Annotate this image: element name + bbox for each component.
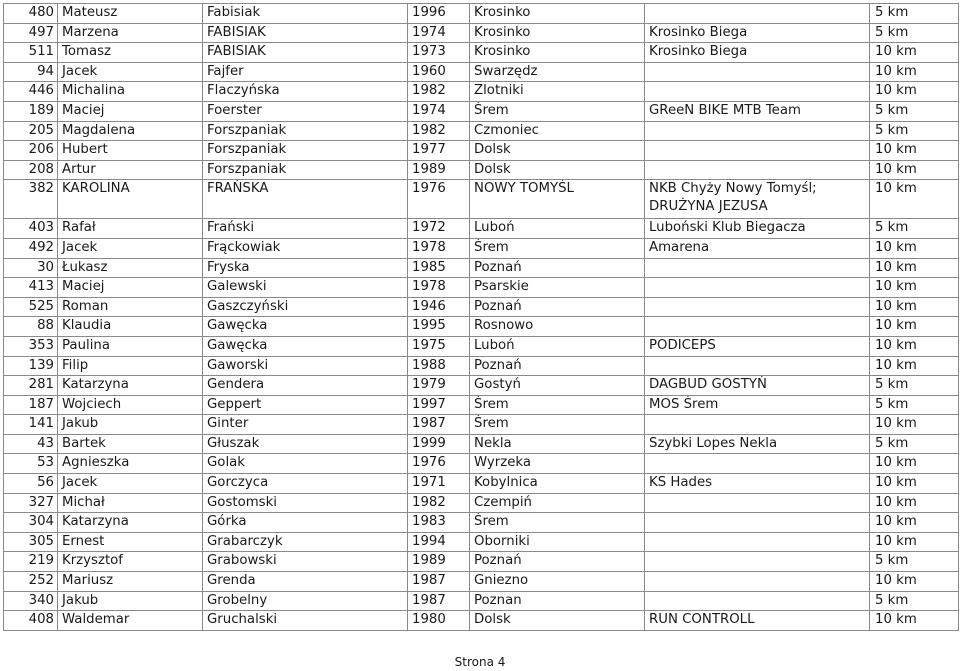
birth-year-cell: 1982 [408,493,470,513]
distance-cell: 5 km [870,4,959,24]
birth-year-cell: 1994 [408,532,470,552]
page-footer: Strona 4 [454,655,506,669]
city-cell: Śrem [470,395,645,415]
table-row [4,572,959,592]
first-name-cell: Michał [58,493,203,513]
start-number-cell: 189 [4,101,58,121]
table-row [4,395,959,415]
last-name-cell: Głuszak [203,434,408,454]
city-cell: Zlotniki [470,82,645,102]
distance-cell: 10 km [870,141,959,161]
distance-cell: 10 km [870,493,959,513]
first-name-cell: Bartek [58,434,203,454]
birth-year-cell: 1988 [408,356,470,376]
table-row [4,23,959,43]
birth-year-cell: 1974 [408,23,470,43]
first-name-cell: KAROLINA [58,180,203,219]
last-name-cell: Grenda [203,572,408,592]
birth-year-cell: 1999 [408,434,470,454]
table-row [4,160,959,180]
city-cell: Śrem [470,415,645,435]
distance-cell: 10 km [870,62,959,82]
last-name-cell: Geppert [203,395,408,415]
birth-year-cell: 1989 [408,160,470,180]
table-row [4,180,959,219]
start-number-cell: 304 [4,513,58,533]
distance-cell: 10 km [870,180,959,219]
table-row [4,4,959,24]
club-cell: MOS Śrem [645,395,870,415]
first-name-cell: Tomasz [58,43,203,63]
club-cell [645,278,870,298]
start-number-cell: 413 [4,278,58,298]
first-name-cell: Wojciech [58,395,203,415]
birth-year-cell: 1976 [408,180,470,219]
club-cell: Krosinko Biega [645,23,870,43]
city-cell: Luboń [470,219,645,239]
distance-cell: 10 km [870,513,959,533]
distance-cell: 10 km [870,356,959,376]
start-number-cell: 187 [4,395,58,415]
city-cell: Swarzędz [470,62,645,82]
distance-cell: 10 km [870,336,959,356]
distance-cell: 10 km [870,82,959,102]
last-name-cell: Fajfer [203,62,408,82]
start-number-cell: 30 [4,258,58,278]
first-name-cell: Roman [58,297,203,317]
distance-cell: 10 km [870,43,959,63]
city-cell: Śrem [470,513,645,533]
city-cell: Luboń [470,336,645,356]
club-cell [645,493,870,513]
club-cell [645,532,870,552]
birth-year-cell: 1982 [408,82,470,102]
last-name-cell: Górka [203,513,408,533]
city-cell: Krosinko [470,4,645,24]
participants-table-body [4,4,959,631]
distance-cell: 5 km [870,591,959,611]
birth-year-cell: 1978 [408,238,470,258]
birth-year-cell: 1982 [408,121,470,141]
city-cell: Czempiń [470,493,645,513]
distance-cell: 5 km [870,23,959,43]
last-name-cell: Flaczyńska [203,82,408,102]
club-cell [645,415,870,435]
birth-year-cell: 1978 [408,278,470,298]
first-name-cell: Mateusz [58,4,203,24]
table-row [4,141,959,161]
start-number-cell: 403 [4,219,58,239]
last-name-cell: Gaszczyński [203,297,408,317]
last-name-cell: Forszpaniak [203,141,408,161]
first-name-cell: Paulina [58,336,203,356]
start-number-cell: 43 [4,434,58,454]
participants-table [3,3,959,631]
distance-cell: 5 km [870,552,959,572]
city-cell: Dolsk [470,611,645,631]
table-row [4,278,959,298]
last-name-cell: Gaworski [203,356,408,376]
first-name-cell: Michalina [58,82,203,102]
first-name-cell: Maciej [58,278,203,298]
table-row [4,513,959,533]
start-number-cell: 88 [4,317,58,337]
city-cell: NOWY TOMYŚL [470,180,645,219]
birth-year-cell: 1989 [408,552,470,572]
club-cell [645,572,870,592]
start-number-cell: 382 [4,180,58,219]
last-name-cell: Gawęcka [203,336,408,356]
last-name-cell: Grabarczyk [203,532,408,552]
first-name-cell: Katarzyna [58,376,203,396]
city-cell: Krosinko [470,23,645,43]
start-number-cell: 480 [4,4,58,24]
first-name-cell: Maciej [58,101,203,121]
birth-year-cell: 1977 [408,141,470,161]
start-number-cell: 525 [4,297,58,317]
distance-cell: 10 km [870,160,959,180]
last-name-cell: Gendera [203,376,408,396]
city-cell: Poznań [470,356,645,376]
city-cell: Poznań [470,297,645,317]
club-cell: GReeN BIKE MTB Team [645,101,870,121]
first-name-cell: Ernest [58,532,203,552]
start-number-cell: 94 [4,62,58,82]
first-name-cell: Klaudia [58,317,203,337]
distance-cell: 10 km [870,532,959,552]
club-cell: Amarena [645,238,870,258]
start-number-cell: 353 [4,336,58,356]
birth-year-cell: 1987 [408,415,470,435]
last-name-cell: Fabisiak [203,4,408,24]
table-row [4,532,959,552]
club-cell [645,160,870,180]
first-name-cell: Agnieszka [58,454,203,474]
birth-year-cell: 1960 [408,62,470,82]
last-name-cell: Golak [203,454,408,474]
table-row [4,434,959,454]
distance-cell: 10 km [870,238,959,258]
first-name-cell: Magdalena [58,121,203,141]
birth-year-cell: 1996 [408,4,470,24]
last-name-cell: Gruchalski [203,611,408,631]
club-cell [645,297,870,317]
city-cell: Śrem [470,238,645,258]
distance-cell: 10 km [870,474,959,494]
start-number-cell: 56 [4,474,58,494]
first-name-cell: Jacek [58,238,203,258]
table-row [4,454,959,474]
last-name-cell: Gorczyca [203,474,408,494]
club-cell [645,82,870,102]
club-cell: KS Hades [645,474,870,494]
birth-year-cell: 1980 [408,611,470,631]
club-cell [645,121,870,141]
city-cell: Wyrzeka [470,454,645,474]
table-row [4,356,959,376]
start-number-cell: 139 [4,356,58,376]
distance-cell: 5 km [870,434,959,454]
start-number-cell: 340 [4,591,58,611]
start-number-cell: 408 [4,611,58,631]
birth-year-cell: 1971 [408,474,470,494]
club-cell: Krosinko Biega [645,43,870,63]
city-cell: Poznań [470,258,645,278]
club-cell: Szybki Lopes Nekla [645,434,870,454]
start-number-cell: 305 [4,532,58,552]
club-cell [645,513,870,533]
table-row [4,297,959,317]
first-name-cell: Jacek [58,62,203,82]
club-cell [645,356,870,376]
last-name-cell: Grobelny [203,591,408,611]
last-name-cell: Grabowski [203,552,408,572]
birth-year-cell: 1995 [408,317,470,337]
city-cell: Dolsk [470,160,645,180]
first-name-cell: Rafał [58,219,203,239]
table-row [4,219,959,239]
start-number-cell: 497 [4,23,58,43]
club-cell [645,62,870,82]
start-number-cell: 206 [4,141,58,161]
city-cell: Psarskie [470,278,645,298]
last-name-cell: FABISIAK [203,43,408,63]
start-number-cell: 252 [4,572,58,592]
table-row [4,474,959,494]
table-row [4,493,959,513]
club-cell: DAGBUD GOSTYŃ [645,376,870,396]
start-number-cell: 446 [4,82,58,102]
club-cell [645,317,870,337]
first-name-cell: Mariusz [58,572,203,592]
city-cell: Gostyń [470,376,645,396]
last-name-cell: Galewski [203,278,408,298]
city-cell: Rosnowo [470,317,645,337]
first-name-cell: Jakub [58,415,203,435]
start-number-cell: 53 [4,454,58,474]
start-number-cell: 205 [4,121,58,141]
distance-cell: 5 km [870,101,959,121]
table-row [4,82,959,102]
distance-cell: 5 km [870,121,959,141]
last-name-cell: Frąckowiak [203,238,408,258]
first-name-cell: Łukasz [58,258,203,278]
first-name-cell: Jakub [58,591,203,611]
last-name-cell: Forszpaniak [203,160,408,180]
last-name-cell: Ginter [203,415,408,435]
distance-cell: 5 km [870,376,959,396]
city-cell: Kobylnica [470,474,645,494]
table-row [4,376,959,396]
last-name-cell: Forszpaniak [203,121,408,141]
distance-cell: 10 km [870,317,959,337]
birth-year-cell: 1975 [408,336,470,356]
birth-year-cell: 1973 [408,43,470,63]
club-cell: Luboński Klub Biegacza [645,219,870,239]
table-row [4,121,959,141]
first-name-cell: Katarzyna [58,513,203,533]
table-row [4,552,959,572]
city-cell: Gniezno [470,572,645,592]
table-row [4,336,959,356]
city-cell: Dolsk [470,141,645,161]
distance-cell: 5 km [870,219,959,239]
club-cell [645,4,870,24]
last-name-cell: FRAŃSKA [203,180,408,219]
city-cell: Czmoniec [470,121,645,141]
start-number-cell: 327 [4,493,58,513]
birth-year-cell: 1979 [408,376,470,396]
start-number-cell: 141 [4,415,58,435]
first-name-cell: Filip [58,356,203,376]
table-row [4,62,959,82]
birth-year-cell: 1987 [408,591,470,611]
city-cell: Poznań [470,552,645,572]
city-cell: Nekla [470,434,645,454]
first-name-cell: Waldemar [58,611,203,631]
table-row [4,101,959,121]
start-number-cell: 208 [4,160,58,180]
first-name-cell: Hubert [58,141,203,161]
birth-year-cell: 1972 [408,219,470,239]
birth-year-cell: 1974 [408,101,470,121]
last-name-cell: Gawęcka [203,317,408,337]
distance-cell: 10 km [870,415,959,435]
city-cell: Krosinko [470,43,645,63]
club-cell [645,552,870,572]
club-cell [645,591,870,611]
table-row [4,611,959,631]
start-number-cell: 511 [4,43,58,63]
table-row [4,238,959,258]
distance-cell: 10 km [870,297,959,317]
club-cell [645,141,870,161]
club-cell: PODICEPS [645,336,870,356]
first-name-cell: Krzysztof [58,552,203,572]
city-cell: Śrem [470,101,645,121]
last-name-cell: FABISIAK [203,23,408,43]
club-cell [645,454,870,474]
distance-cell: 10 km [870,258,959,278]
table-row [4,317,959,337]
club-cell [645,258,870,278]
distance-cell: 10 km [870,454,959,474]
table-row [4,591,959,611]
start-number-cell: 281 [4,376,58,396]
last-name-cell: Fryska [203,258,408,278]
birth-year-cell: 1987 [408,572,470,592]
last-name-cell: Frański [203,219,408,239]
table-row [4,258,959,278]
club-cell: NKB Chyży Nowy Tomyśl; DRUŻYNA JEZUSA [645,180,870,219]
birth-year-cell: 1997 [408,395,470,415]
birth-year-cell: 1983 [408,513,470,533]
birth-year-cell: 1976 [408,454,470,474]
birth-year-cell: 1985 [408,258,470,278]
distance-cell: 10 km [870,278,959,298]
distance-cell: 5 km [870,395,959,415]
club-cell: RUN CONTROLL [645,611,870,631]
distance-cell: 10 km [870,611,959,631]
first-name-cell: Jacek [58,474,203,494]
table-row [4,43,959,63]
city-cell: Oborniki [470,532,645,552]
last-name-cell: Foerster [203,101,408,121]
start-number-cell: 492 [4,238,58,258]
distance-cell: 10 km [870,572,959,592]
birth-year-cell: 1946 [408,297,470,317]
last-name-cell: Gostomski [203,493,408,513]
first-name-cell: Marzena [58,23,203,43]
table-row [4,415,959,435]
start-number-cell: 219 [4,552,58,572]
first-name-cell: Artur [58,160,203,180]
city-cell: Poznan [470,591,645,611]
